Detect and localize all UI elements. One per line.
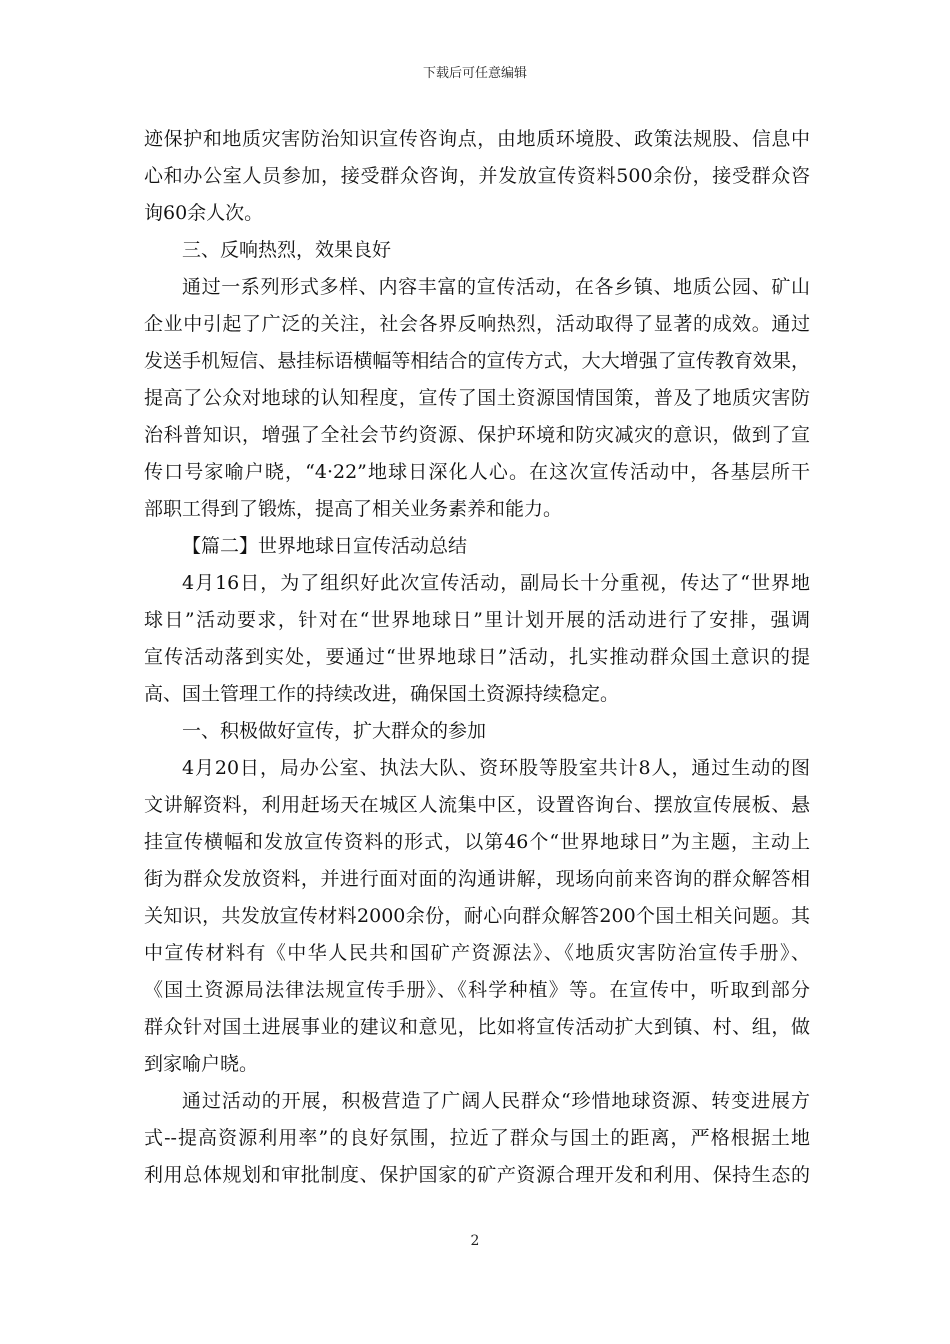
- text-line: 挂宣传横幅和发放宣传资料的形式，以第46个“世界地球日”为主题，主动上: [144, 831, 810, 853]
- section-heading-3: [144, 232, 810, 269]
- text-line: 一、积极做好宣传，扩大群众的参加: [182, 720, 487, 742]
- text-line: 心和办公室人员参加，接受群众咨询，并发放宣传资料500余份，接受群众咨: [144, 165, 810, 187]
- text-line: 关知识，共发放宣传材料2000余份，耐心向群众解答200个国土相关问题。其: [144, 905, 810, 927]
- text-line: 《国土资源局法律法规宣传手册》、《科学种植》等。在宣传中，听取到部分: [144, 979, 810, 1001]
- text-line: 高、国土管理工作的持续改进，确保国土资源持续稳定。: [144, 683, 620, 705]
- text-line: 文讲解资料，利用赶场天在城区人流集中区，设置咨询台、摆放宣传展板、悬: [144, 794, 810, 816]
- text-line: 球日”活动要求，针对在“世界地球日”里计划开展的活动进行了安排，强调: [144, 609, 810, 631]
- text-line: 群众针对国土进展事业的建议和意见，比如将宣传活动扩大到镇、村、组，做: [144, 1016, 810, 1038]
- text-line: 【篇二】世界地球日宣传活动总结: [182, 535, 468, 557]
- text-line: 询60余人次。: [144, 202, 264, 224]
- page-header-note: 下载后可任意编辑: [422, 66, 527, 81]
- article-title-part-2: [144, 528, 810, 565]
- text-line: 三、反响热烈，效果良好: [182, 239, 392, 261]
- text-line: 部职工得到了锻炼，提高了相关业务素养和能力。: [144, 498, 563, 520]
- paragraph-april-16: [144, 565, 810, 713]
- paragraph-april-20: [144, 750, 810, 1083]
- text-line: 4月16日，为了组织好此次宣传活动，副局长十分重视，传达了“世界地: [182, 572, 810, 594]
- text-line: 通过一系列形式多样、内容丰富的宣传活动，在各乡镇、地质公园、矿山: [182, 276, 810, 298]
- text-line: 宣传活动落到实处，要通过“世界地球日”活动，扎实推动群众国土意识的提: [144, 646, 810, 668]
- text-line: 提高了公众对地球的认知程度，宣传了国土资源国情国策，普及了地质灾害防: [144, 387, 810, 409]
- page-number: 2: [470, 1233, 480, 1249]
- document-body: [144, 121, 810, 1194]
- paragraph-continuation: [144, 121, 810, 232]
- text-line: 通过活动的开展，积极营造了广阔人民群众“珍惜地球资源、转变进展方: [182, 1090, 810, 1112]
- text-line: 中宣传材料有《中华人民共和国矿产资源法》、《地质灾害防治宣传手册》、: [144, 942, 810, 964]
- paragraph-activity-results: [144, 1083, 810, 1194]
- text-line: 式--提高资源利用率”的良好氛围，拉近了群众与国土的距离，严格根据土地: [144, 1127, 810, 1149]
- text-line: 治科普知识，增强了全社会节约资源、保护环境和防灾减灾的意识，做到了宣: [144, 424, 810, 446]
- paragraph-effects: [144, 269, 810, 528]
- text-line: 到家喻户晓。: [144, 1053, 259, 1075]
- section-heading-1: [144, 713, 810, 750]
- text-line: 街为群众发放资料，并进行面对面的沟通讲解，现场向前来咨询的群众解答相: [144, 868, 810, 890]
- text-line: 4月20日，局办公室、执法大队、资环股等股室共计8人，通过生动的图: [182, 757, 810, 779]
- text-line: 传口号家喻户晓，“4·22”地球日深化人心。在这次宣传活动中，各基层所干: [144, 461, 810, 483]
- text-line: 企业中引起了广泛的关注，社会各界反响热烈，活动取得了显著的成效。通过: [144, 313, 810, 335]
- text-line: 迹保护和地质灾害防治知识宣传咨询点，由地质环境股、政策法规股、信息中: [144, 128, 810, 150]
- text-line: 利用总体规划和审批制度、保护国家的矿产资源合理开发和利用、保持生态的: [144, 1164, 810, 1186]
- text-line: 发送手机短信、悬挂标语横幅等相结合的宣传方式，大大增强了宣传教育效果，: [144, 350, 810, 372]
